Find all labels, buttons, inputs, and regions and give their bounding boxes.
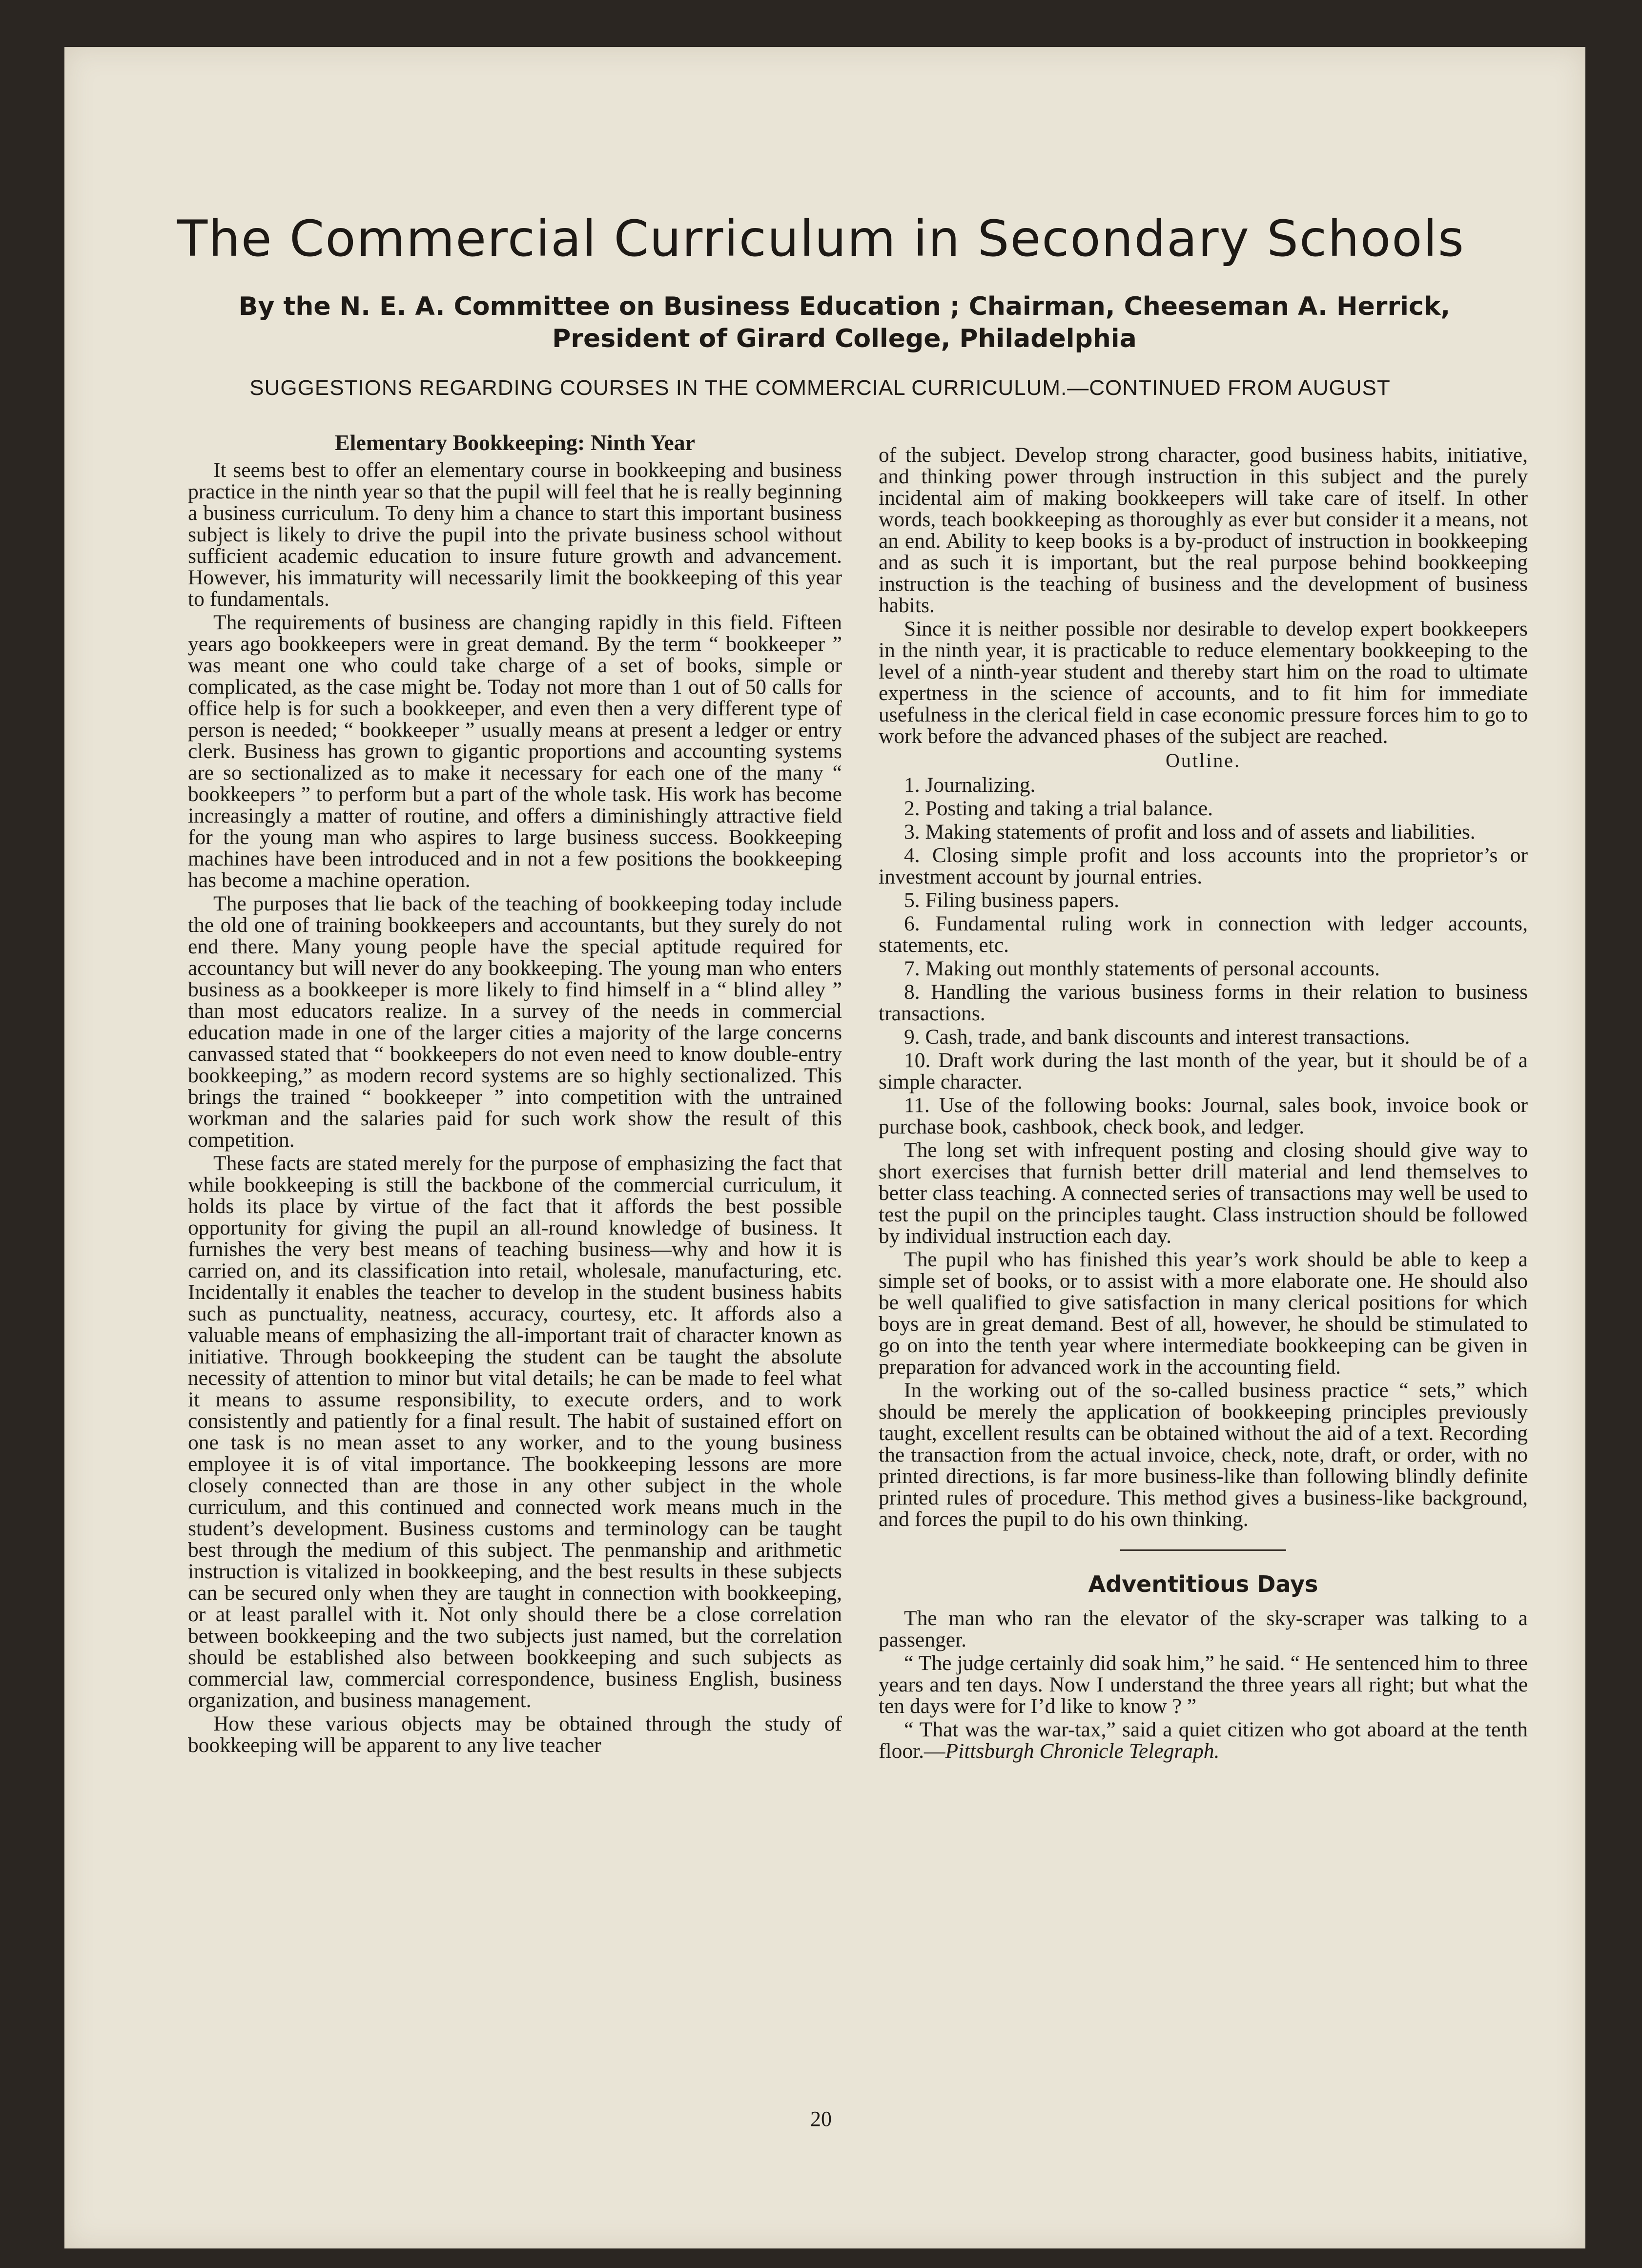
outline-item: 9. Cash, trade, and bank discounts and interest transactions. — [904, 1025, 1410, 1049]
paragraph: In the working out of the so-called business practice “ sets,” which should be merely the application of bookkeeping principles previously taught, excellent results can be obtained without the aid of a text. Recording the transaction from the actual invoice, check, note, draft, or order, with no printed directions, is far more business-like than following blindly definite printed rules of procedure. This method gives a business-like background, and forces the pupil to do his own thinking. — [879, 1379, 1528, 1531]
section-divider — [1120, 1549, 1286, 1551]
paragraph: The pupil who has finished this year’s work should be able to keep a simple set of books, or to assist with a more elaborate one. He should also be well qualified to give satisfaction in many clerical positions for which boys are in great demand. Best of all, however, he should be stimulated to go on into the tenth year where intermediate bookkeeping can be given in preparation for advanced work in the accounting field. — [879, 1248, 1528, 1379]
sidebar-source: Pittsburgh Chronicle Telegraph. — [945, 1739, 1220, 1763]
paragraph: It seems best to offer an elementary course in bookkeeping and business practice in the ninth year so that the pupil will feel that he is really beginning a business curriculum. To deny him a chance to start this important business subject is likely to drive the pupil into the private business school without sufficient academic education to insure future growth and advancement. However, his immaturity will necessarily limit the bookkeeping of this year to fundamentals. — [188, 458, 842, 611]
outline-item: 8. Handling the various business forms in their relation to business transactions. — [879, 980, 1528, 1025]
sidebar-paragraph — [879, 1719, 1528, 1762]
outline-item: 10. Draft work during the last month of the year, but it should be of a simple character. — [879, 1049, 1528, 1093]
outline-item: 1. Journalizing. — [904, 773, 1036, 797]
outline-item: 3. Making statements of profit and loss and of assets and liabilities. — [904, 820, 1476, 844]
outline-item: 6. Fundamental ruling work in connection with ledger accounts, statements, etc. — [879, 912, 1528, 957]
sidebar-heading: Adventitious Days — [1088, 1571, 1318, 1597]
paragraph: How these various objects may be obtained through the study of bookkeeping will be apparent to any live teacher — [188, 1712, 842, 1757]
outline-heading: Outline. — [1166, 749, 1241, 771]
paragraph: Since it is neither possible nor desirable to develop expert bookkeepers in the ninth year, it is practicable to reduce elementary bookkeeping to the level of a ninth-year student and thereby start him on the road to ultimate expertness in the science of accounts, and to fit him for immediate usefulness in the clerical field in case economic pressure forces him to go to work before the advanced phases of the subject are reached. — [879, 617, 1528, 748]
article-byline: By the N. E. A. Committee on Business Education ; Chairman, Cheeseman A. Herrick, President of Girard College, Philadelphia — [238, 292, 1451, 353]
right-column — [879, 444, 1528, 1764]
paragraph: The purposes that lie back of the teaching of bookkeeping today include the old one of training bookkeepers and accountants, but they surely do not end there. Many young people have the special aptitude required for accountancy but will never do any bookkeeping. The young man who enters business as a bookkeeper is more likely to find himself in a “ blind alley ” than most educators realize. In a survey of the needs in commercial education made in one of the larger cities a majority of the large concerns canvassed stated that “ bookkeepers do not even need to know double-entry bookkeeping,” as modern record systems are so highly sectionalized. This brings the trained “ bookkeeper ” into competition with the untrained workman and the salaries paid for such work show the result of this competition. — [188, 892, 842, 1152]
sidebar-paragraph: “ The judge certainly did soak him,” he said. “ He sentenced him to three years and ten days. Now I understand the three years all right; but what the ten days were for I’d like to know ? ” — [879, 1651, 1528, 1718]
sidebar-quote: “ That was the war-tax,” said a quiet citizen who got aboard at the tenth floor.— — [879, 1718, 1528, 1763]
outline-item: 4. Closing simple profit and loss accounts into the proprietor’s or investment account by journal entries. — [879, 844, 1528, 888]
article-title: The Commercial Curriculum in Secondary Schools — [177, 210, 1465, 268]
paragraph: The requirements of business are changing rapidly in this field. Fifteen years ago bookkeepers were in great demand. By the term “ bookkeeper ” was meant one who could take charge of a set of books, simple or complicated, as the case might be. Today not more than 1 out of 50 calls for office help is for such a bookkeeper, and even then a very different type of person is needed; “ bookkeeper ” usually means at present a ledger or entry clerk. Business has grown to gigantic proportions and accounting systems are so sectionalized as to make it necessary for each one of the many “ bookkeepers ” to perform but a part of the whole task. His work has become increasingly a matter of routine, and offers a diminishingly attractive field for the young man who aspires to large business success. Bookkeeping machines have been introduced and in not a few positions the bookkeeping has become a machine operation. — [188, 611, 842, 892]
outline-item: 7. Making out monthly statements of personal accounts. — [904, 957, 1380, 980]
paragraph: These facts are stated merely for the purpose of emphasizing the fact that while bookkeeping is still the backbone of the commercial curriculum, it holds its place by virtue of the fact that it affords the best possible opportunity for giving the pupil an all-round knowledge of business. It furnishes the very best means of teaching business—why and how it is carried on, and its classification into retail, wholesale, manufacturing, etc. Incidentally it enables the teacher to develop in the student business habits such as punctuality, neatness, accuracy, courtesy, etc. It affords also a valuable means of emphasizing the all-important trait of character known as initiative. Through bookkeeping the student can be taught the absolute necessity of attention to minor but vital details; he can be made to feel what it means to assume responsibility, to execute orders, and to work consistently and patiently for a final result. The habit of sustained effort on one task is no mean asset to any worker, and to the young business employee it is of vital importance. The bookkeeping lessons are more closely connected than are those in any other subject in the whole curriculum, and this continued and connected work means much in the student’s development. Business customs and terminology can be taught best through the medium of this subject. The penmanship and arithmetic instruction is vitalized in bookkeeping, and the best results in these subjects can be secured only when they are taught in connection with bookkeeping, or at least parallel with it. Not only should there be a close correlation between bookkeeping and the two subjects just named, but the correlation should be established also between bookkeeping and such subjects as commercial law, commercial correspondence, business English, business organization, and business management. — [188, 1152, 842, 1712]
sidebar-paragraph: The man who ran the elevator of the sky-scraper was talking to a passenger. — [879, 1607, 1528, 1651]
outline-item: 5. Filing business papers. — [904, 888, 1120, 912]
left-column — [188, 432, 842, 1758]
outline-item: 11. Use of the following books: Journal, sales book, invoice book or purchase book, cashbook, check book, and ledger. — [879, 1093, 1528, 1138]
outline-item: 2. Posting and taking a trial balance. — [904, 797, 1213, 820]
paragraph: The long set with infrequent posting and closing should give way to short exercises that furnish better drill material and lend themselves to better class teaching. A connected series of transactions may well be used to test the pupil on the principles taught. Class instruction should be followed by individual instruction each day. — [879, 1138, 1528, 1248]
page-number: 20 — [810, 2107, 832, 2131]
article-subtitle: SUGGESTIONS REGARDING COURSES IN THE COMMERCIAL CURRICULUM.—CONTINUED FROM AUGUST — [249, 376, 1391, 400]
section-heading: Elementary Bookkeeping: Ninth Year — [334, 430, 696, 455]
paragraph: of the subject. Develop strong character, good business habits, initiative, and thinking power through instruction in this subject and the purely incidental aim of making bookkeepers will take care of itself. In other words, teach bookkeeping as thoroughly as ever but consider it a means, not an end. Ability to keep books is a by-product of instruction in bookkeeping and as such it is important, but the real purpose behind bookkeeping instruction is the teaching of business and the development of business habits. — [879, 443, 1528, 617]
